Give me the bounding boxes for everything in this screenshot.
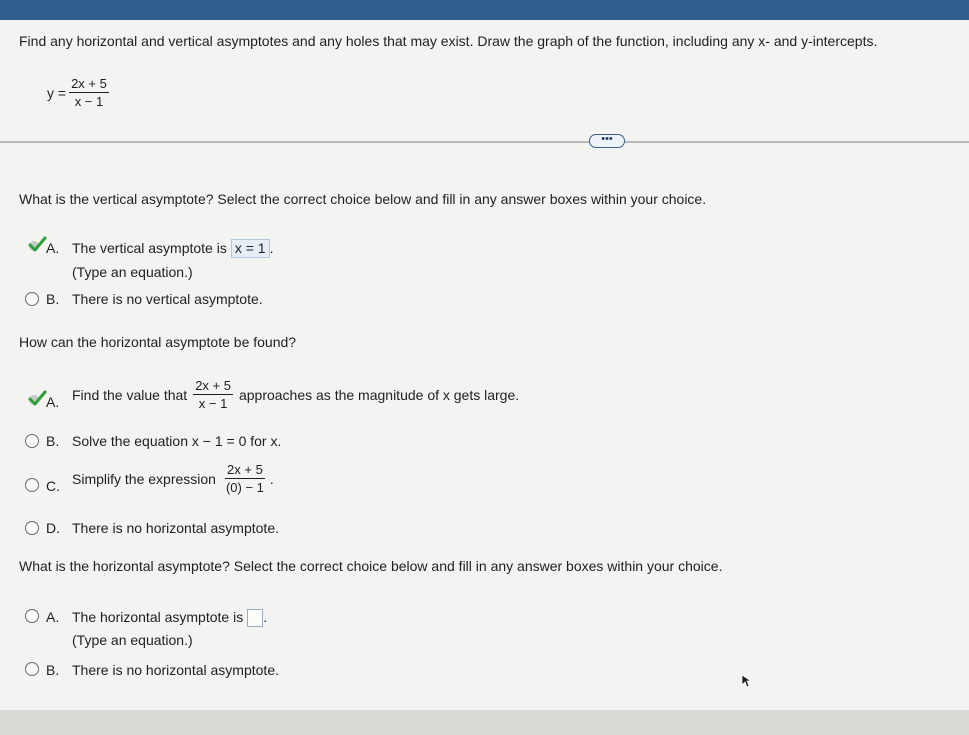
q2-choice-a[interactable] (72, 378, 519, 411)
q2-choice-c-pre: Simplify the expression (72, 470, 216, 487)
q1-choice-b-letter: B. (46, 291, 60, 307)
q2-choice-a-post: approaches as the magnitude of x gets large. (238, 386, 520, 403)
q2-choice-c[interactable] (72, 462, 274, 495)
q1-choice-b-radio[interactable] (25, 292, 39, 306)
correct-check-icon (27, 236, 47, 254)
q3-choice-a-radio[interactable] (25, 609, 39, 623)
q1-choice-a-letter: A. (46, 240, 60, 256)
q1-choice-a[interactable] (72, 239, 273, 258)
top-header-bar (0, 0, 969, 20)
q2-choice-b-letter: B. (46, 433, 60, 449)
q2-choice-a-denominator: x − 1 (198, 396, 228, 411)
q2-choice-c-post: . (269, 470, 274, 487)
q2-choice-b-radio[interactable] (25, 434, 39, 448)
q2-choice-c-numerator: 2x + 5 (227, 462, 263, 477)
q2-choice-a-numerator: 2x + 5 (195, 378, 231, 393)
q3-choice-a-letter: A. (46, 609, 60, 625)
q3-choice-a-end: . (263, 609, 268, 625)
function-fraction (69, 76, 109, 109)
section-divider (0, 141, 969, 143)
q1-choice-a-hint: (Type an equation.) (72, 264, 193, 280)
function-expression (47, 76, 112, 109)
mouse-cursor-icon (741, 674, 753, 688)
q2-choice-a-pre: Find the value that (72, 386, 188, 403)
horizontal-asymptote-answer-box[interactable] (247, 609, 263, 627)
question-2-prompt: How can the horizontal asymptote be found? (19, 334, 297, 350)
q1-choice-a-end: . (269, 240, 274, 256)
question-3-prompt: What is the horizontal asymptote? Select the correct choice below and fill in any answer boxes within your choice. (19, 558, 723, 574)
function-lhs: y = (47, 84, 67, 101)
q2-choice-d-letter: D. (46, 520, 60, 536)
function-numerator: 2x + 5 (71, 76, 107, 91)
bottom-bar (0, 710, 969, 735)
correct-check-icon (27, 390, 47, 408)
q2-choice-d-text[interactable]: There is no horizontal asymptote. (72, 520, 279, 536)
q2-choice-c-fraction (224, 462, 266, 495)
q2-choice-b-text[interactable]: Solve the equation x − 1 = 0 for x. (72, 433, 282, 449)
q3-choice-b-letter: B. (46, 662, 60, 678)
q3-choice-a-text: The horizontal asymptote is (72, 609, 244, 625)
q2-choice-a-letter: A. (46, 394, 60, 410)
q2-choice-a-fraction (193, 378, 233, 411)
q3-choice-a[interactable] (72, 608, 267, 627)
q3-choice-b-radio[interactable] (25, 662, 39, 676)
instructions-text: Find any horizontal and vertical asymptotes and any holes that may exist. Draw the graph of the function, including any x- and y-intercepts. (19, 33, 878, 49)
question-panel (0, 20, 969, 710)
q3-choice-b-text[interactable]: There is no horizontal asymptote. (72, 662, 279, 678)
q2-choice-c-letter: C. (46, 478, 60, 494)
question-1-prompt: What is the vertical asymptote? Select the correct choice below and fill in any answer boxes within your choice. (19, 191, 707, 207)
q2-choice-d-radio[interactable] (25, 521, 39, 535)
q3-choice-a-hint: (Type an equation.) (72, 632, 193, 648)
q1-choice-a-text: The vertical asymptote is (72, 240, 227, 256)
q2-choice-c-radio[interactable] (25, 478, 39, 492)
function-denominator: x − 1 (74, 94, 104, 109)
q2-choice-c-denominator: (0) − 1 (225, 480, 264, 495)
q1-choice-b-text[interactable]: There is no vertical asymptote. (72, 291, 263, 307)
expand-more-button[interactable]: ••• (589, 134, 625, 148)
vertical-asymptote-answer-box[interactable]: x = 1 (231, 239, 270, 258)
